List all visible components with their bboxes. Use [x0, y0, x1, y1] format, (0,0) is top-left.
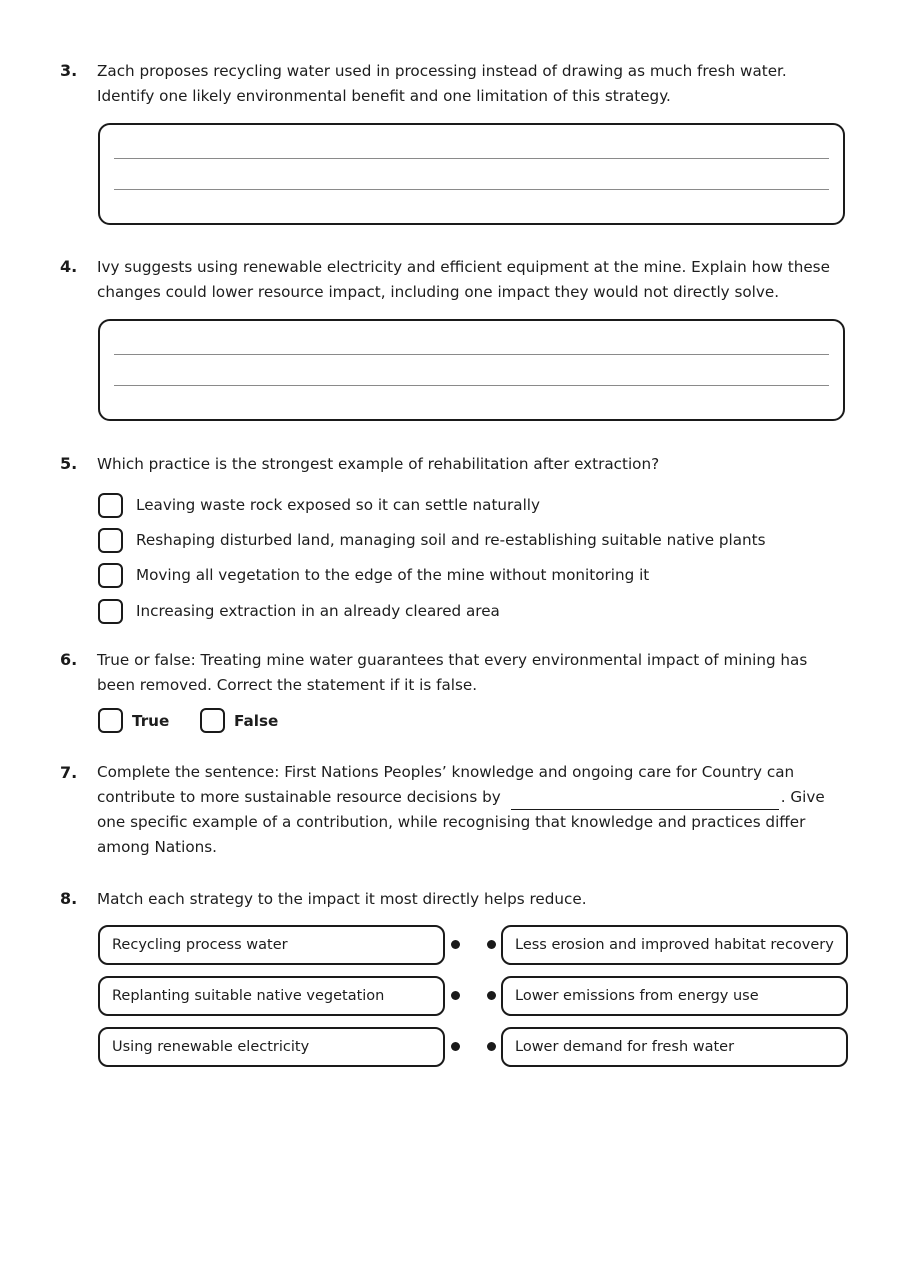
question-text-line: one specific example of a contribution, while recognising that knowledge and practices differ: [97, 813, 806, 831]
fill-in-blank[interactable]: [511, 791, 779, 810]
option-label: Moving all vegetation to the edge of the mine without monitoring it: [136, 566, 650, 584]
option-1[interactable]: [98, 492, 540, 518]
question-text: [97, 760, 842, 860]
question-text-line: Zach proposes recycling water used in processing instead of drawing as much fresh water.: [97, 62, 787, 80]
match-left-dot[interactable]: [451, 940, 460, 949]
true-option[interactable]: [98, 708, 169, 733]
question-text-line: among Nations.: [97, 838, 217, 856]
match-left-dot[interactable]: [451, 1042, 460, 1051]
question-text: [97, 255, 842, 305]
question-number: 3.: [60, 61, 78, 80]
match-right-dot[interactable]: [487, 1042, 496, 1051]
question-number: 4.: [60, 257, 78, 276]
match-right-item[interactable]: Lower demand for fresh water: [501, 1027, 848, 1067]
question-number: 5.: [60, 454, 78, 473]
checkbox[interactable]: [98, 599, 123, 624]
question-text: Which practice is the strongest example of rehabilitation after extraction?: [97, 455, 660, 473]
question-text: [97, 59, 842, 109]
match-left-item[interactable]: Using renewable electricity: [98, 1027, 445, 1067]
true-label: True: [132, 711, 170, 730]
question-number: 8.: [60, 889, 78, 908]
match-right-dot[interactable]: [487, 991, 496, 1000]
question-text-segment: contribute to more sustainable resource decisions by: [97, 788, 501, 806]
option-2[interactable]: [98, 527, 766, 553]
option-label: Reshaping disturbed land, managing soil and re-establishing suitable native plants: [136, 531, 766, 549]
question-number: 6.: [60, 650, 78, 669]
question-text-line: Ivy suggests using renewable electricity and efficient equipment at the mine. Explain how these: [97, 258, 830, 276]
option-label: Leaving waste rock exposed so it can settle naturally: [136, 496, 541, 514]
checkbox[interactable]: [200, 708, 225, 733]
question-text-line: True or false: Treating mine water guarantees that every environmental impact of mining has: [97, 651, 808, 669]
question-number: 7.: [60, 763, 78, 782]
question-text-segment: . Give: [780, 788, 825, 806]
match-left-dot[interactable]: [451, 991, 460, 1000]
option-label: Increasing extraction in an already cleared area: [136, 602, 500, 620]
match-right-item[interactable]: Less erosion and improved habitat recovery: [501, 925, 848, 965]
checkbox[interactable]: [98, 493, 123, 518]
question-text-line: Identify one likely environmental benefit and one limitation of this strategy.: [97, 87, 671, 105]
answer-box[interactable]: [98, 123, 845, 225]
question-text-line: [97, 785, 842, 810]
question-text-line: Complete the sentence: First Nations Peoples’ knowledge and ongoing care for Country can: [97, 763, 795, 781]
option-4[interactable]: [98, 598, 500, 624]
match-left-item[interactable]: Recycling process water: [98, 925, 445, 965]
question-text: Match each strategy to the impact it most directly helps reduce.: [97, 890, 587, 908]
checkbox[interactable]: [98, 563, 123, 588]
match-right-dot[interactable]: [487, 940, 496, 949]
question-text-line: changes could lower resource impact, including one impact they would not directly solve.: [97, 283, 780, 301]
false-label: False: [234, 711, 279, 730]
question-text-line: been removed. Correct the statement if it is false.: [97, 676, 478, 694]
match-left-item[interactable]: Replanting suitable native vegetation: [98, 976, 445, 1016]
match-right-item[interactable]: Lower emissions from energy use: [501, 976, 848, 1016]
answer-line: [114, 158, 829, 159]
checkbox[interactable]: [98, 708, 123, 733]
answer-line: [114, 189, 829, 190]
false-option[interactable]: [200, 708, 278, 733]
option-3[interactable]: [98, 562, 649, 588]
checkbox[interactable]: [98, 528, 123, 553]
answer-box[interactable]: [98, 319, 845, 421]
question-text: [97, 648, 842, 698]
answer-line: [114, 354, 829, 355]
answer-line: [114, 385, 829, 386]
